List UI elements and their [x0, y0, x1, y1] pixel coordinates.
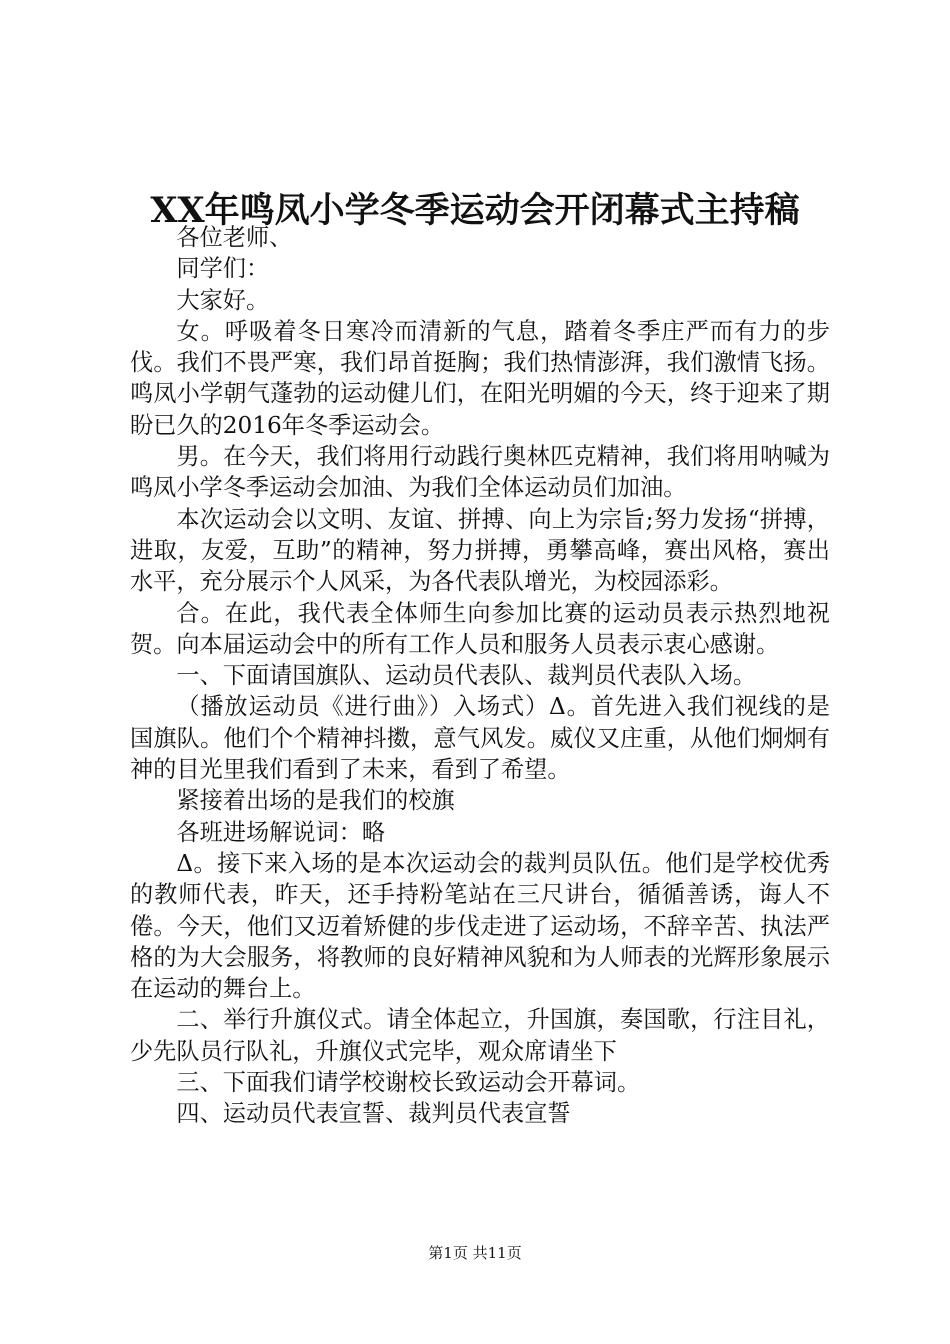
paragraph: 四、运动员代表宣誓、裁判员代表宣誓 [176, 1100, 571, 1128]
paragraph: 一、下面请国旗队、运动员代表队、裁判员代表队入场。 [176, 662, 757, 690]
paragraph: （播放运动员《进行曲》）入场式）Δ。首先进入我们视线的是国旗队。他们个个精神抖擞，意气风发。威仪又庄重，从他们炯炯有神的目光里我们看到了未来，看到了希望。 [130, 693, 830, 784]
document-body [130, 222, 830, 1130]
paragraph: 男。在今天，我们将用行动践行奥林匹克精神，我们将用呐喊为鸣凤小学冬季运动会加油、为我们全体运动员们加油。 [130, 443, 830, 502]
paragraph: 三、下面我们请学校谢校长致运动会开幕词。 [176, 1069, 641, 1097]
paragraph: 各班进场解说词：略 [176, 818, 386, 846]
paragraph: Δ。接下来入场的是本次运动会的裁判员队伍。他们是学校优秀的教师代表，昨天，还手持粉笔站在三尺讲台，循循善诱，诲人不倦。今天，他们又迈着矫健的步伐走进了运动场，不辞辛苦、执法严格的为大会服务，将教师的良好精神风貌和为人师表的光辉形象展示在运动的舞台上。 [130, 849, 830, 1003]
paragraph: 二、举行升旗仪式。请全体起立，升国旗，奏国歌，行注目礼，少先队员行队礼，升旗仪式完毕，观众席请坐下 [130, 1006, 830, 1065]
paragraph: 女。呼吸着冬日寒冷而清新的气息，踏着冬季庄严而有力的步伐。我们不畏严寒，我们昂首挺胸；我们热情澎湃，我们激情飞扬。鸣凤小学朝气蓬勃的运动健儿们，在阳光明媚的今天，终于迎来了期盼已久的2016年冬季运动会。 [130, 317, 830, 439]
page-footer: 第1页 共11页 [428, 1244, 522, 1262]
paragraph: 合。在此，我代表全体师生向参加比赛的运动员表示热烈地祝贺。向本届运动会中的所有工作人员和服务人员表示衷心感谢。 [130, 599, 830, 658]
paragraph: 紧接着出场的是我们的校旗 [176, 787, 455, 815]
document-title: XX年鸣凤小学冬季运动会开闭幕式主持稿 [150, 190, 800, 231]
paragraph: 各位老师、 [176, 224, 293, 251]
paragraph: 大家好。 [176, 286, 270, 314]
paragraph: 同学们： [176, 255, 270, 283]
paragraph: 本次运动会以文明、友谊、拼搏、向上为宗旨;努力发扬“拼搏，进取，友爱，互助”的精神，努力拼搏，勇攀高峰，赛出风格，赛出水平，充分展示个人风采，为各代表队增光，为校园添彩。 [130, 505, 830, 596]
